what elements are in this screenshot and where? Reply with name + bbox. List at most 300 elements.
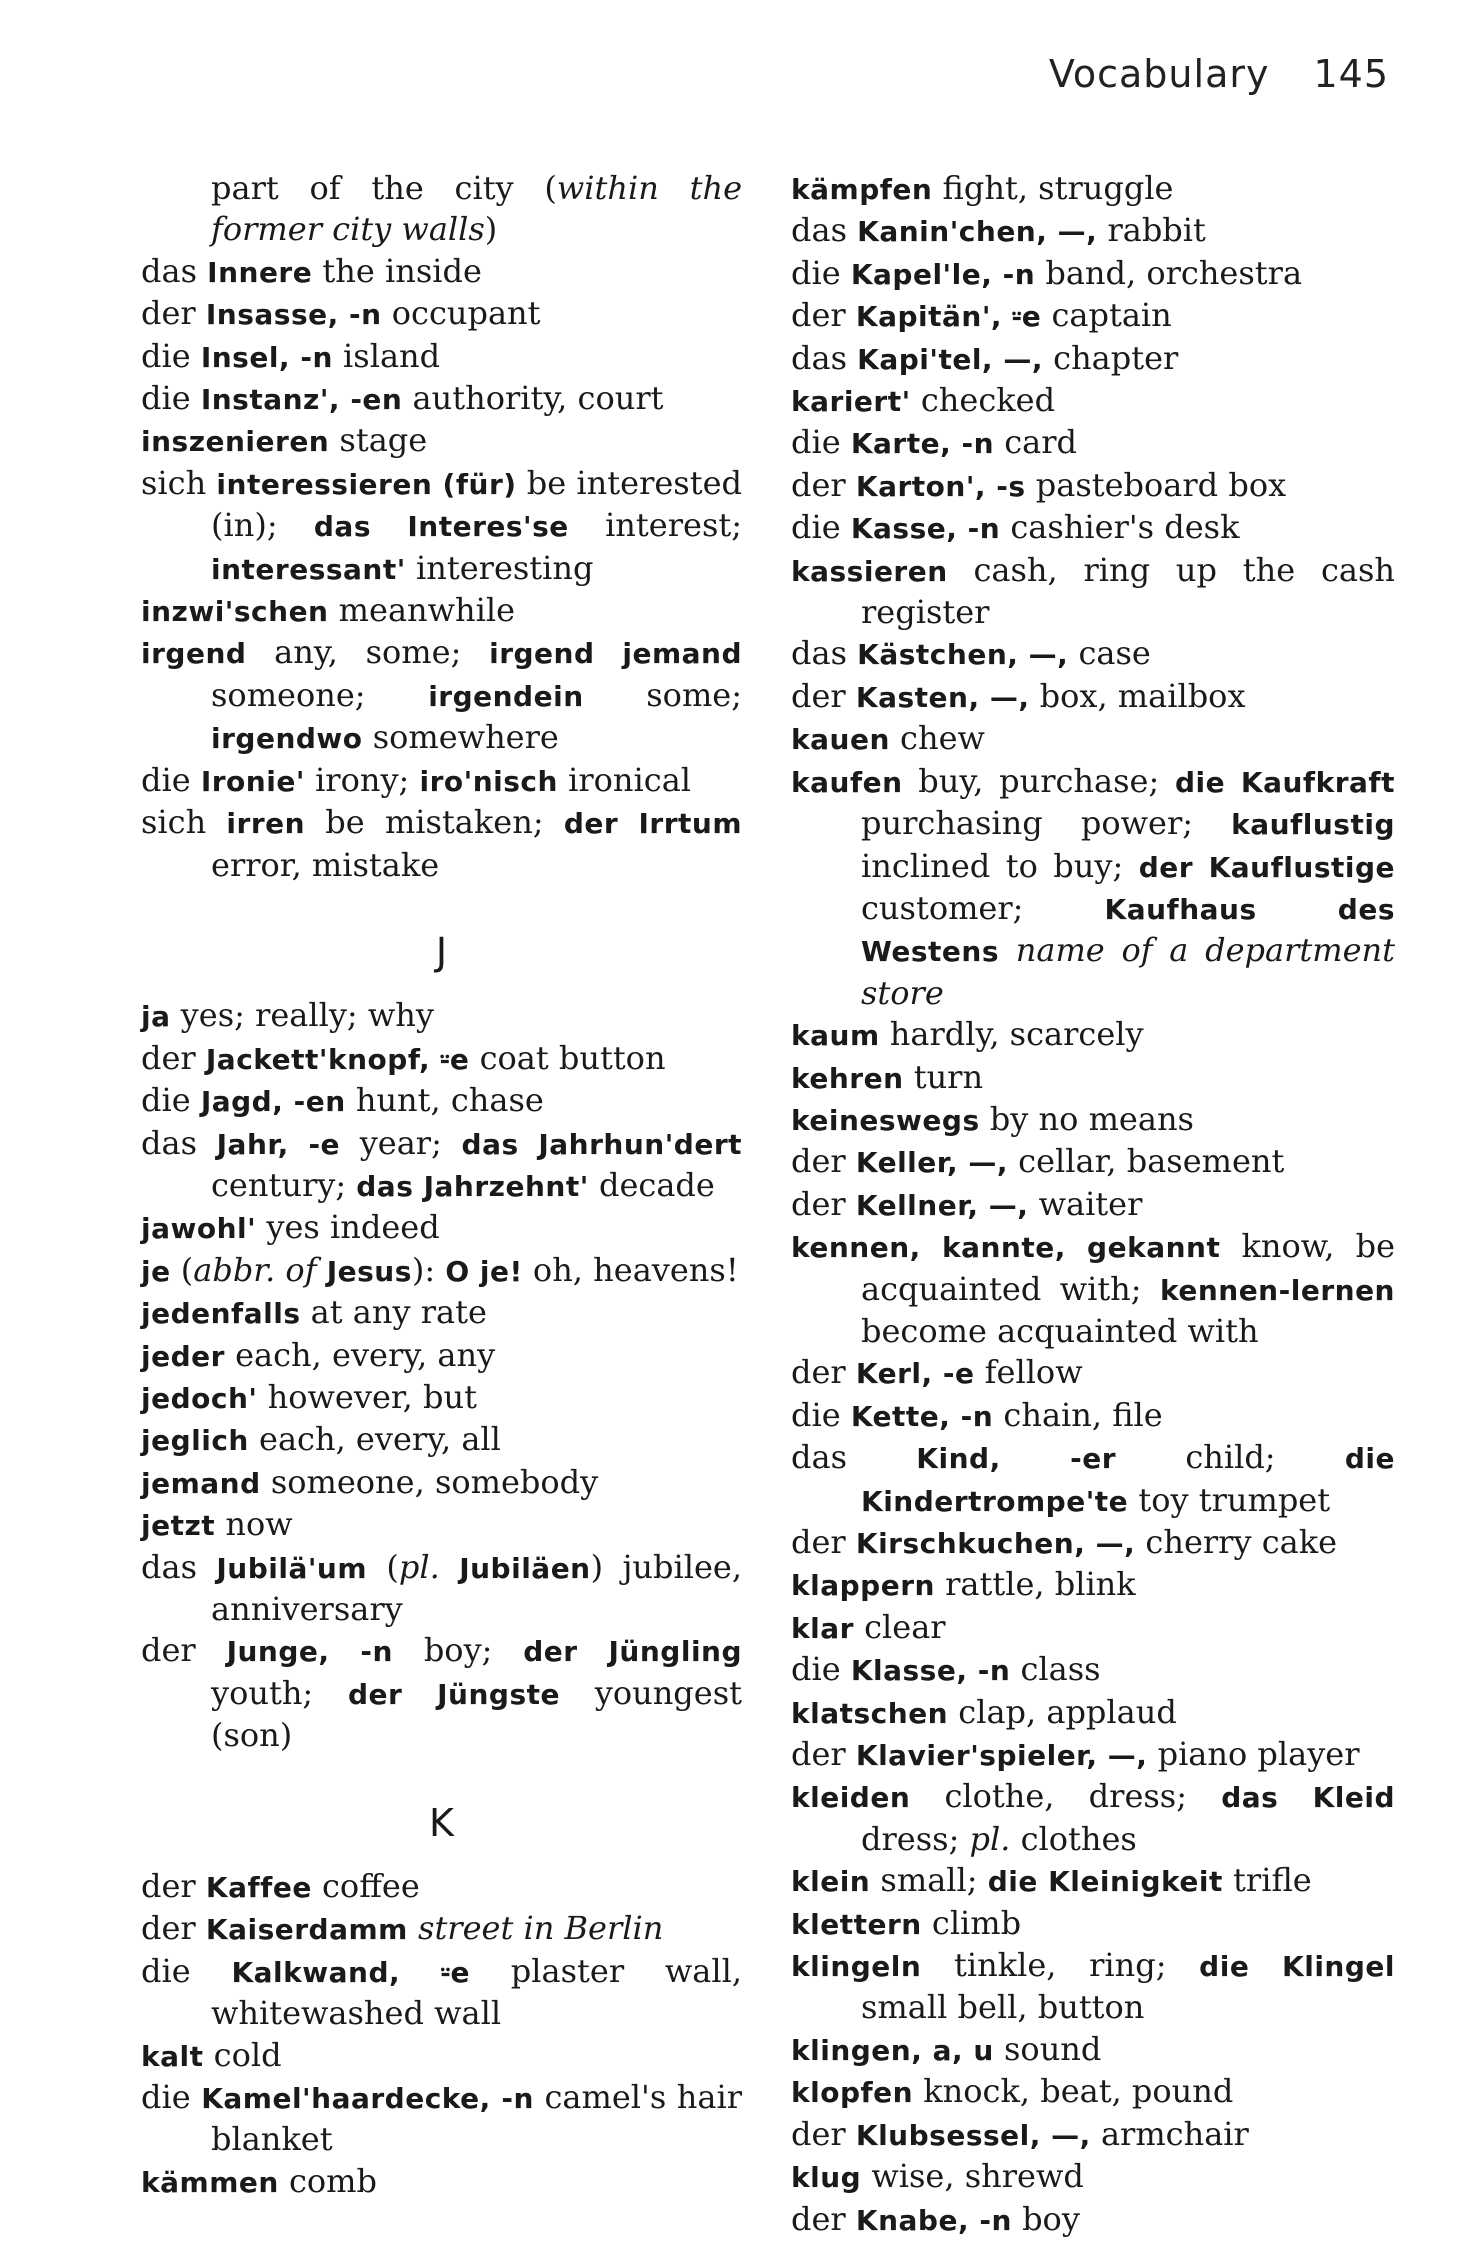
vocab-entry xyxy=(141,1504,742,1546)
vocab-entry xyxy=(791,1099,1395,1141)
vocab-entry xyxy=(791,1014,1395,1056)
headword: die Kleinigkeit xyxy=(987,1865,1223,1899)
definition-text: dress; xyxy=(861,1819,970,1858)
vocab-entry xyxy=(791,718,1395,760)
headword: der Jüngste xyxy=(347,1677,560,1711)
vocab-entry xyxy=(141,336,742,378)
definition-text: trifle xyxy=(1222,1861,1312,1900)
vocab-entry xyxy=(791,210,1395,252)
definition-text: die xyxy=(141,1951,232,1990)
headword: die Kaufkraft xyxy=(1174,765,1395,799)
definition-text: interesting xyxy=(405,548,594,587)
vocab-entry xyxy=(141,378,742,420)
definition-text: someone, somebody xyxy=(260,1462,599,1501)
definition-text: der xyxy=(791,1142,856,1181)
definition-text: ( xyxy=(367,1547,399,1586)
definition-text: tinkle, ring; xyxy=(921,1946,1200,1985)
running-title: Vocabulary xyxy=(1048,52,1270,96)
vocab-entry xyxy=(141,802,742,886)
headword: klappern xyxy=(791,1569,935,1603)
vocab-entry xyxy=(791,1522,1395,1564)
definition-text: climb xyxy=(921,1903,1022,1942)
definition-text: der xyxy=(791,676,856,715)
definition-text: turn xyxy=(903,1057,984,1096)
definition-text: case xyxy=(1068,634,1151,673)
definition-text: die xyxy=(141,760,201,799)
vocab-entry xyxy=(141,463,742,590)
headword: klug xyxy=(791,2161,862,2195)
vocab-entry xyxy=(791,1352,1395,1394)
vocab-entry xyxy=(141,1123,742,1208)
definition-text: however, but xyxy=(257,1377,477,1416)
definition-text: authority, court xyxy=(402,379,664,418)
headword: Jubiläen xyxy=(459,1551,591,1585)
headword: interessieren (für) xyxy=(216,467,517,501)
definition-text: fellow xyxy=(974,1353,1083,1392)
vocab-entry xyxy=(791,2156,1395,2198)
headword: Insel, -n xyxy=(200,340,333,374)
definition-text: der xyxy=(791,1353,856,1392)
page-number: 145 xyxy=(1313,52,1389,96)
definition-text: box, mailbox xyxy=(1029,676,1246,715)
definition-text: yes; really; why xyxy=(170,996,434,1035)
headword: irgendwo xyxy=(211,722,363,756)
definition-text: cherry cake xyxy=(1135,1523,1338,1561)
definition-text: rattle, blink xyxy=(934,1565,1136,1604)
headword: Kalkwand, ⸚e xyxy=(231,1955,471,1989)
definition-text: toy trumpet xyxy=(1128,1480,1331,1519)
definition-text: der xyxy=(141,1909,206,1948)
definition-text: part of the city ( xyxy=(211,169,557,207)
definition-text: rabbit xyxy=(1097,211,1206,250)
headword: Jahr, -e xyxy=(216,1127,341,1161)
headword: Kapel'le, -n xyxy=(850,257,1036,291)
definition-text: customer; xyxy=(861,888,1105,927)
headword: Jubilä'um xyxy=(216,1551,368,1585)
definition-text: class xyxy=(1010,1650,1101,1689)
definition-text: plaster wall, whitewashed wall xyxy=(211,1951,743,2033)
headword: das Jahrhun'dert xyxy=(461,1127,743,1161)
headword: Klasse, -n xyxy=(850,1654,1011,1688)
definition-text: card xyxy=(994,423,1077,462)
vocab-entry xyxy=(141,251,742,293)
headword: irgendein xyxy=(428,679,584,713)
definition-text: become acquainted with xyxy=(861,1311,1259,1350)
definition-text: band, orchestra xyxy=(1035,253,1303,292)
headword: inszenieren xyxy=(141,425,330,459)
vocab-entry xyxy=(791,380,1395,422)
section-letter: J xyxy=(435,929,448,974)
headword: irgend xyxy=(141,637,247,671)
headword: der Jüngling xyxy=(523,1635,743,1669)
definition-text: small; xyxy=(870,1861,988,1900)
definition-text: die xyxy=(791,508,851,547)
definition-text: checked xyxy=(910,381,1056,420)
vocab-entry xyxy=(141,1292,742,1334)
definition-text: be interested (in); xyxy=(211,463,743,545)
vocab-entry xyxy=(141,293,742,335)
headword: Kasten, —, xyxy=(855,680,1030,714)
headword: Keller, —, xyxy=(855,1146,1008,1180)
definition-text: armchair xyxy=(1090,2114,1249,2153)
vocab-entry xyxy=(141,760,742,802)
definition-text: each, every, any xyxy=(224,1335,496,1374)
definition-text: fight, struggle xyxy=(932,169,1174,207)
vocab-entry xyxy=(791,422,1395,464)
vocab-entry xyxy=(141,1207,742,1249)
definition-text: irony; xyxy=(304,760,420,799)
headword: das Jahrzehnt' xyxy=(356,1169,589,1203)
headword: Kellner, —, xyxy=(855,1188,1029,1222)
vocab-entry xyxy=(141,1250,742,1292)
definition-text: ( xyxy=(170,1250,194,1289)
definition-text: sound xyxy=(993,2029,1102,2068)
headword: Kapitän', ⸚e xyxy=(855,300,1042,334)
vocab-entry xyxy=(791,507,1395,549)
definition-text: small bell, button xyxy=(861,1988,1145,2027)
headword: Kasse, -n xyxy=(850,512,1001,546)
italic-note: pl. xyxy=(969,1819,1011,1858)
headword: ja xyxy=(141,1000,171,1034)
vocab-entry xyxy=(791,1564,1395,1606)
headword: Kaffee xyxy=(205,1871,312,1905)
definition-text: die xyxy=(141,1081,201,1120)
headword: kauen xyxy=(791,723,890,757)
definition-text: purchasing power; xyxy=(861,804,1232,843)
headword: Kind, -er xyxy=(916,1442,1117,1476)
headword: keineswegs xyxy=(791,1103,980,1137)
definition-text: at any rate xyxy=(300,1293,487,1332)
vocab-entry xyxy=(141,1951,742,2035)
headword: Kapi'tel, —, xyxy=(857,342,1043,376)
headword: klingeln xyxy=(791,1950,922,1984)
definition-text: das xyxy=(141,1547,217,1586)
headword: das Kleid xyxy=(1221,1781,1395,1815)
definition-text: ) xyxy=(484,210,498,249)
definition-text: island xyxy=(332,336,441,375)
definition-text: das xyxy=(791,1438,917,1477)
headword: klettern xyxy=(791,1907,922,1941)
definition-text: coffee xyxy=(311,1867,420,1906)
vocab-entry xyxy=(791,295,1395,337)
italic-note: name of a department store xyxy=(861,931,1396,1012)
definition-text: der xyxy=(791,296,856,335)
vocab-entry xyxy=(791,2029,1395,2071)
definition-text: chain, file xyxy=(993,1395,1163,1434)
definition-text: der xyxy=(791,465,856,504)
headword: Kette, -n xyxy=(850,1399,994,1433)
vocab-entry xyxy=(141,2035,742,2077)
headword: jeglich xyxy=(141,1424,249,1458)
definition-text: oh, heavens! xyxy=(522,1250,739,1289)
definition-text: the inside xyxy=(312,251,482,290)
italic-note: street in Berlin xyxy=(418,1909,664,1948)
definition-text: sich xyxy=(141,463,217,502)
vocab-entry xyxy=(141,590,742,632)
definition-text: knock, beat, pound xyxy=(913,2072,1234,2111)
vocab-entry xyxy=(791,338,1395,380)
headword: irren xyxy=(226,807,306,841)
headword: interessant' xyxy=(211,552,406,586)
vocab-entry xyxy=(141,995,742,1037)
headword: Knabe, -n xyxy=(855,2203,1012,2237)
definition-text: decade xyxy=(588,1165,715,1204)
section-letter: K xyxy=(429,1800,454,1845)
headword: jawohl' xyxy=(141,1212,257,1246)
headword: kaufen xyxy=(791,765,903,799)
definition-text xyxy=(317,1251,327,1289)
definition-text: any, some; xyxy=(246,633,490,672)
headword: der Kauflustige xyxy=(1138,850,1395,884)
vocab-entry xyxy=(791,1607,1395,1649)
definition-text: child; xyxy=(1116,1438,1345,1477)
headword: Kaiserdamm xyxy=(205,1913,408,1947)
headword: Klavier'spieler, —, xyxy=(855,1739,1148,1773)
definition-text: das xyxy=(791,634,858,673)
headword: Junge, -n xyxy=(226,1635,393,1669)
definition-text: comb xyxy=(278,2161,377,2200)
definition-text: der xyxy=(791,1184,856,1223)
definition-text: inclined to buy; xyxy=(861,846,1139,885)
headword: je xyxy=(141,1254,171,1288)
vocab-entry xyxy=(791,1437,1395,1522)
definition-text: cashier's desk xyxy=(1000,508,1240,547)
headword: kennen, kannte, gekannt xyxy=(791,1231,1221,1265)
headword: irgend jemand xyxy=(489,637,742,671)
definition-text: der xyxy=(141,294,206,333)
vocab-entry xyxy=(791,1945,1395,2029)
vocab-entry xyxy=(141,1462,742,1504)
headword: Kamel'haardecke, -n xyxy=(201,2082,534,2116)
definition-text: clap, applaud xyxy=(948,1692,1177,1731)
definition-text: each, every, all xyxy=(248,1420,501,1459)
definition-text: die xyxy=(141,379,201,418)
headword: Instanz', -en xyxy=(200,383,403,417)
definition-text: pasteboard box xyxy=(1025,465,1287,504)
headword: O je! xyxy=(445,1254,523,1288)
definition-text: die xyxy=(141,336,201,375)
definition-text: chapter xyxy=(1042,338,1179,377)
definition-text: know, be acquainted with; xyxy=(861,1227,1395,1308)
definition-text: somewhere xyxy=(362,718,559,757)
vocab-entry xyxy=(141,1630,742,1756)
headword: inzwi'schen xyxy=(141,595,329,629)
definition-text: hardly, scarcely xyxy=(879,1015,1144,1054)
headword: Jackett'knopf, ⸚e xyxy=(205,1042,470,1076)
vocab-entry xyxy=(791,2199,1395,2241)
vocab-entry xyxy=(141,1866,742,1908)
definition-text: die xyxy=(791,423,851,462)
headword: die Kindertrompe'te xyxy=(861,1442,1396,1518)
headword: die Klingel xyxy=(1199,1950,1395,1984)
italic-note: within the former city walls xyxy=(211,169,743,249)
definition-text: die xyxy=(791,1650,851,1689)
vocab-entry xyxy=(141,1908,742,1950)
vocab-entry xyxy=(791,1141,1395,1183)
headword: jetzt xyxy=(141,1509,216,1543)
definition-text: stage xyxy=(329,421,428,460)
vocab-entry xyxy=(791,1649,1395,1691)
vocab-entry xyxy=(141,1335,742,1377)
definition-text: some; xyxy=(583,675,742,714)
vocab-entry xyxy=(791,1903,1395,1945)
headword: klein xyxy=(791,1865,871,1899)
vocab-entry xyxy=(791,1692,1395,1734)
headword: der Irrtum xyxy=(563,807,743,841)
definition-text: die xyxy=(141,2078,202,2117)
definition-text: ironical xyxy=(557,760,691,799)
headword: jedenfalls xyxy=(141,1297,301,1331)
definition-text: ) jubilee, anniversary xyxy=(211,1547,743,1628)
definition-text: der xyxy=(791,2114,856,2153)
definition-text: interest; xyxy=(568,506,743,545)
headword: Kerl, -e xyxy=(855,1357,975,1391)
definition-text: das xyxy=(141,251,208,290)
headword: Kanin'chen, —, xyxy=(857,215,1098,249)
definition-text: das xyxy=(791,211,858,250)
definition-text: der xyxy=(141,1867,206,1906)
headword: jedoch' xyxy=(141,1381,258,1415)
left-column xyxy=(141,168,742,2203)
definition-text: century; xyxy=(211,1165,357,1204)
definition-text: sich xyxy=(141,803,227,842)
definition-text: cellar, basement xyxy=(1008,1142,1285,1181)
headword: klopfen xyxy=(791,2076,914,2110)
definition-text: yes indeed xyxy=(256,1208,440,1247)
vocab-entry xyxy=(791,676,1395,718)
headword: Kirschkuchen, —, xyxy=(855,1527,1136,1560)
definition-text: das xyxy=(791,338,858,377)
headword: klar xyxy=(791,1611,854,1645)
definition-text: occupant xyxy=(381,294,541,333)
definition-text: der xyxy=(141,1631,227,1670)
definition-text: boy; xyxy=(392,1631,524,1670)
headword: kehren xyxy=(791,1061,904,1095)
headword: kämmen xyxy=(141,2165,279,2199)
vocab-entry xyxy=(791,168,1395,210)
definition-text: now xyxy=(215,1505,293,1544)
italic-note: abbr. of xyxy=(193,1250,317,1289)
headword: Innere xyxy=(207,255,313,289)
vocab-entry xyxy=(791,1226,1395,1352)
definition-text xyxy=(440,1548,459,1586)
entry-continuation xyxy=(141,168,742,251)
vocab-entry xyxy=(791,761,1395,1014)
definition-text: der xyxy=(791,1735,856,1774)
definition-text: die xyxy=(791,1395,851,1434)
headword: kariert' xyxy=(791,385,911,419)
definition-text: meanwhile xyxy=(328,591,516,630)
headword: Jagd, -en xyxy=(200,1085,346,1119)
definition-text: clothe, dress; xyxy=(910,1777,1222,1816)
definition-text: boy xyxy=(1011,2199,1080,2238)
definition-text xyxy=(999,931,1016,969)
headword: kleiden xyxy=(791,1781,911,1815)
definition-text: das xyxy=(141,1123,217,1162)
vocab-entry xyxy=(791,1734,1395,1776)
definition-text: error, mistake xyxy=(211,845,440,884)
vocab-entry xyxy=(791,1860,1395,1902)
definition-text: be mistaken; xyxy=(305,803,564,842)
headword: das Interes'se xyxy=(313,510,569,544)
vocab-entry xyxy=(141,1377,742,1419)
definition-text: hunt, chase xyxy=(345,1081,544,1120)
vocab-entry xyxy=(791,2114,1395,2156)
headword: kaum xyxy=(791,1019,880,1053)
vocab-entry xyxy=(141,1419,742,1461)
vocab-entry xyxy=(141,1038,742,1080)
definition-text: clear xyxy=(853,1607,946,1646)
vocab-entry xyxy=(791,253,1395,295)
headword: Kaufhaus des Westens xyxy=(861,892,1395,969)
definition-text xyxy=(408,1909,418,1947)
definition-text: youngest (son) xyxy=(211,1673,743,1755)
definition-text: clothes xyxy=(1010,1819,1137,1858)
vocab-entry xyxy=(141,1080,742,1122)
definition-text: ): xyxy=(411,1250,446,1289)
italic-note: pl. xyxy=(398,1547,440,1586)
vocab-entry xyxy=(791,1395,1395,1437)
headword: Jesus xyxy=(326,1254,412,1288)
vocab-entry xyxy=(791,1776,1395,1860)
definition-text: waiter xyxy=(1028,1184,1143,1223)
vocab-entry xyxy=(141,632,742,759)
vocab-entry xyxy=(141,1547,742,1631)
definition-text: die xyxy=(791,253,851,292)
definition-text: by no means xyxy=(979,1099,1194,1138)
headword: kämpfen xyxy=(791,173,933,206)
definition-text: cash, ring up the cash register xyxy=(861,550,1395,632)
definition-text: year; xyxy=(340,1123,462,1162)
vocab-entry xyxy=(791,1057,1395,1099)
definition-text: captain xyxy=(1041,296,1172,335)
headword: Karte, -n xyxy=(850,427,995,461)
headword: klingen, a, u xyxy=(791,2033,994,2067)
vocab-entry xyxy=(791,550,1395,634)
headword: klatschen xyxy=(791,1696,949,1730)
definition-text: piano player xyxy=(1147,1735,1360,1774)
vocab-entry xyxy=(141,420,742,462)
headword: Karton', -s xyxy=(855,469,1026,503)
headword: kennen-lernen xyxy=(1159,1273,1395,1307)
headword: jemand xyxy=(141,1466,261,1500)
headword: iro'nisch xyxy=(419,764,558,798)
right-column xyxy=(791,168,1395,2241)
definition-text: wise, shrewd xyxy=(861,2157,1084,2196)
vocab-entry xyxy=(791,1184,1395,1226)
vocab-entry xyxy=(791,633,1395,675)
definition-text: someone; xyxy=(211,675,429,714)
vocab-entry xyxy=(141,2077,742,2161)
definition-text: camel's hair blanket xyxy=(211,2078,743,2159)
headword: kauflustig xyxy=(1231,808,1395,842)
headword: Kästchen, —, xyxy=(857,638,1069,672)
vocab-entry xyxy=(791,465,1395,507)
headword: Klubsessel, —, xyxy=(855,2118,1091,2152)
definition-text: youth; xyxy=(211,1673,348,1712)
definition-text: buy, purchase; xyxy=(902,761,1175,800)
definition-text: der xyxy=(791,2199,856,2238)
headword: jeder xyxy=(141,1339,225,1373)
headword: kassieren xyxy=(791,554,948,588)
headword: Insasse, -n xyxy=(205,298,382,332)
definition-text: chew xyxy=(889,719,985,758)
definition-text: der xyxy=(791,1523,856,1561)
vocab-entry xyxy=(141,2161,742,2203)
vocab-entry xyxy=(791,2071,1395,2113)
headword: kalt xyxy=(141,2039,204,2073)
headword: Ironie' xyxy=(200,764,305,798)
